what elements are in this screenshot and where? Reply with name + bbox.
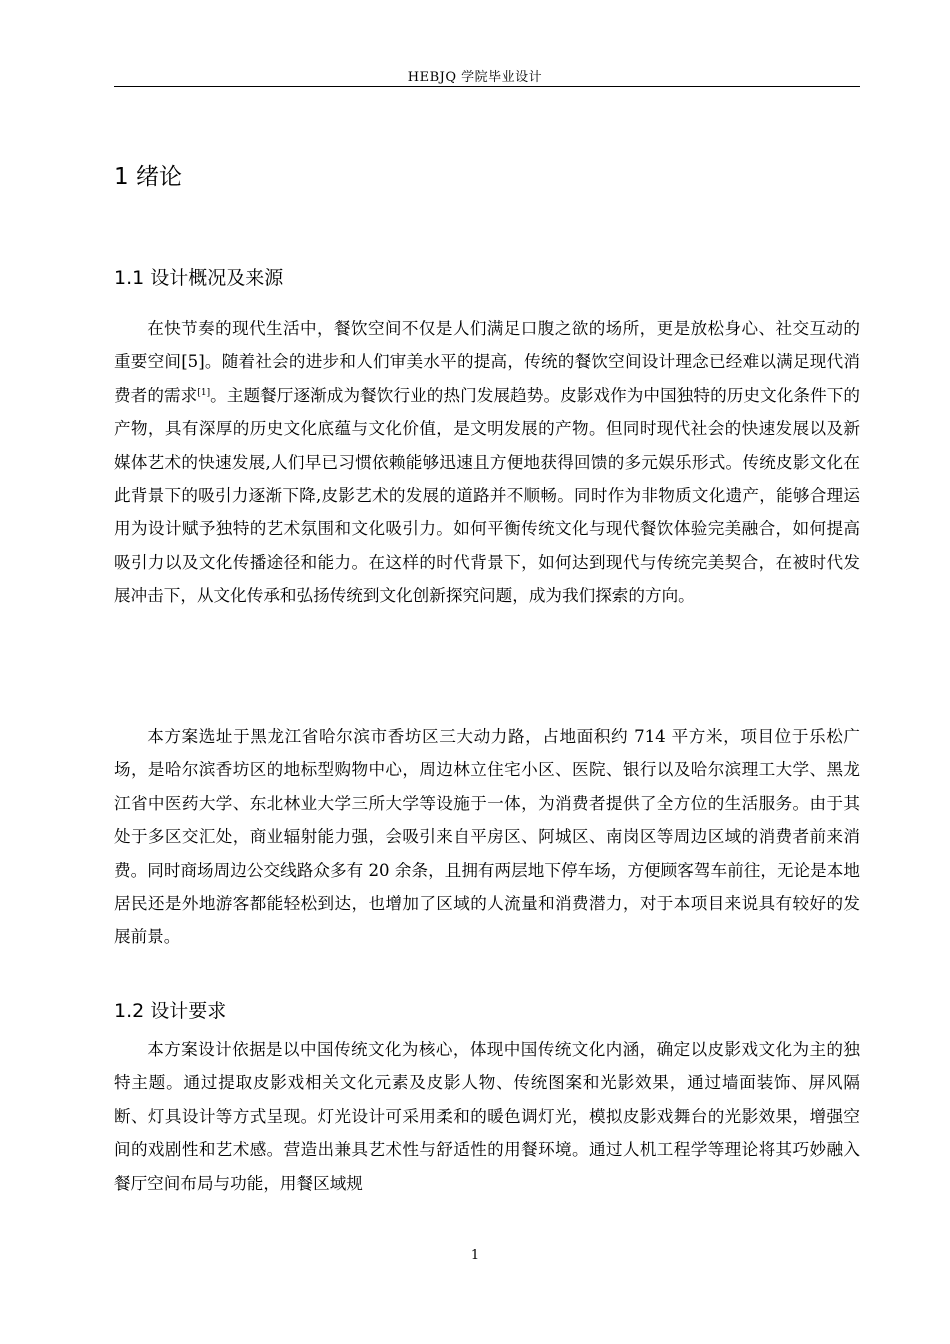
header-divider: [114, 86, 860, 87]
chapter-heading: 1 绪论: [114, 164, 182, 190]
section-heading-1-2: 1.2 设计要求: [114, 1000, 227, 1022]
paragraph-text: 在快节奏的现代生活中，餐饮空间不仅是人们满足口腹之欲的场所，更是放松身心、社交互动的重要空间[5]。随着社会的进步和人们审美水平的提高，传统的餐饮空间设计理念已经难以满足现代消费者的需求: [114, 319, 860, 405]
paragraph-text: 。主题餐厅逐渐成为餐饮行业的热门发展趋势。皮影戏作为中国独特的历史文化条件下的产物，具有深厚的历史文化底蕴与文化价值，是文明发展的产物。但同时现代社会的快速发展以及新媒体艺术的快速发展,人们早已习惯依赖能够迅速且方便地获得回馈的多元娱乐形式。传统皮影文化在此背景下的吸引力逐渐下降,皮影艺术的发展的道路并不顺畅。同时作为非物质文化遗产，能够合理运用为设计赋予独特的艺术氛围和文化吸引力。如何平衡传统文化与现代餐饮体验完美融合，如何提高吸引力以及文化传播途径和能力。在这样的时代背景下，如何达到现代与传统完美契合，在被时代发展冲击下，从文化传承和弘扬传统到文化创新探究问题，成为我们探索的方向。: [114, 385, 861, 606]
page-header-title: HEBJQ 学院毕业设计: [407, 70, 543, 85]
section-heading-1-1: 1.1 设计概况及来源: [114, 267, 284, 289]
paragraph-background: [114, 312, 860, 613]
citation-ref: [1]: [197, 387, 211, 398]
page-number: 1: [470, 1248, 480, 1263]
paragraph-site: 本方案选址于黑龙江省哈尔滨市香坊区三大动力路，占地面积约 714 平方米，项目位于乐松广场，是哈尔滨香坊区的地标型购物中心，周边林立住宅小区、医院、银行以及哈尔滨理工大学、黑龙江省中医药大学、东北林业大学三所大学等设施于一体，为消费者提供了全方位的生活服务。由于其处于多区交汇处，商业辐射能力强，会吸引来自平房区、阿城区、南岗区等周边区域的消费者前来消费。同时商场周边公交线路众多有 20 余条，且拥有两层地下停车场，方便顾客驾车前往，无论是本地居民还是外地游客都能轻松到达，也增加了区域的人流量和消费潜力，对于本项目来说具有较好的发展前景。: [114, 727, 860, 947]
paragraph-requirements: 本方案设计依据是以中国传统文化为核心，体现中国传统文化内涵，确定以皮影戏文化为主的独特主题。通过提取皮影戏相关文化元素及皮影人物、传统图案和光影效果，通过墙面装饰、屏风隔断、灯具设计等方式呈现。灯光设计可采用柔和的暖色调灯光，模拟皮影戏舞台的光影效果，增强空间的戏剧性和艺术感。营造出兼具艺术性与舒适性的用餐环境。通过人机工程学等理论将其巧妙融入餐厅空间布局与功能，用餐区域规: [114, 1040, 860, 1193]
